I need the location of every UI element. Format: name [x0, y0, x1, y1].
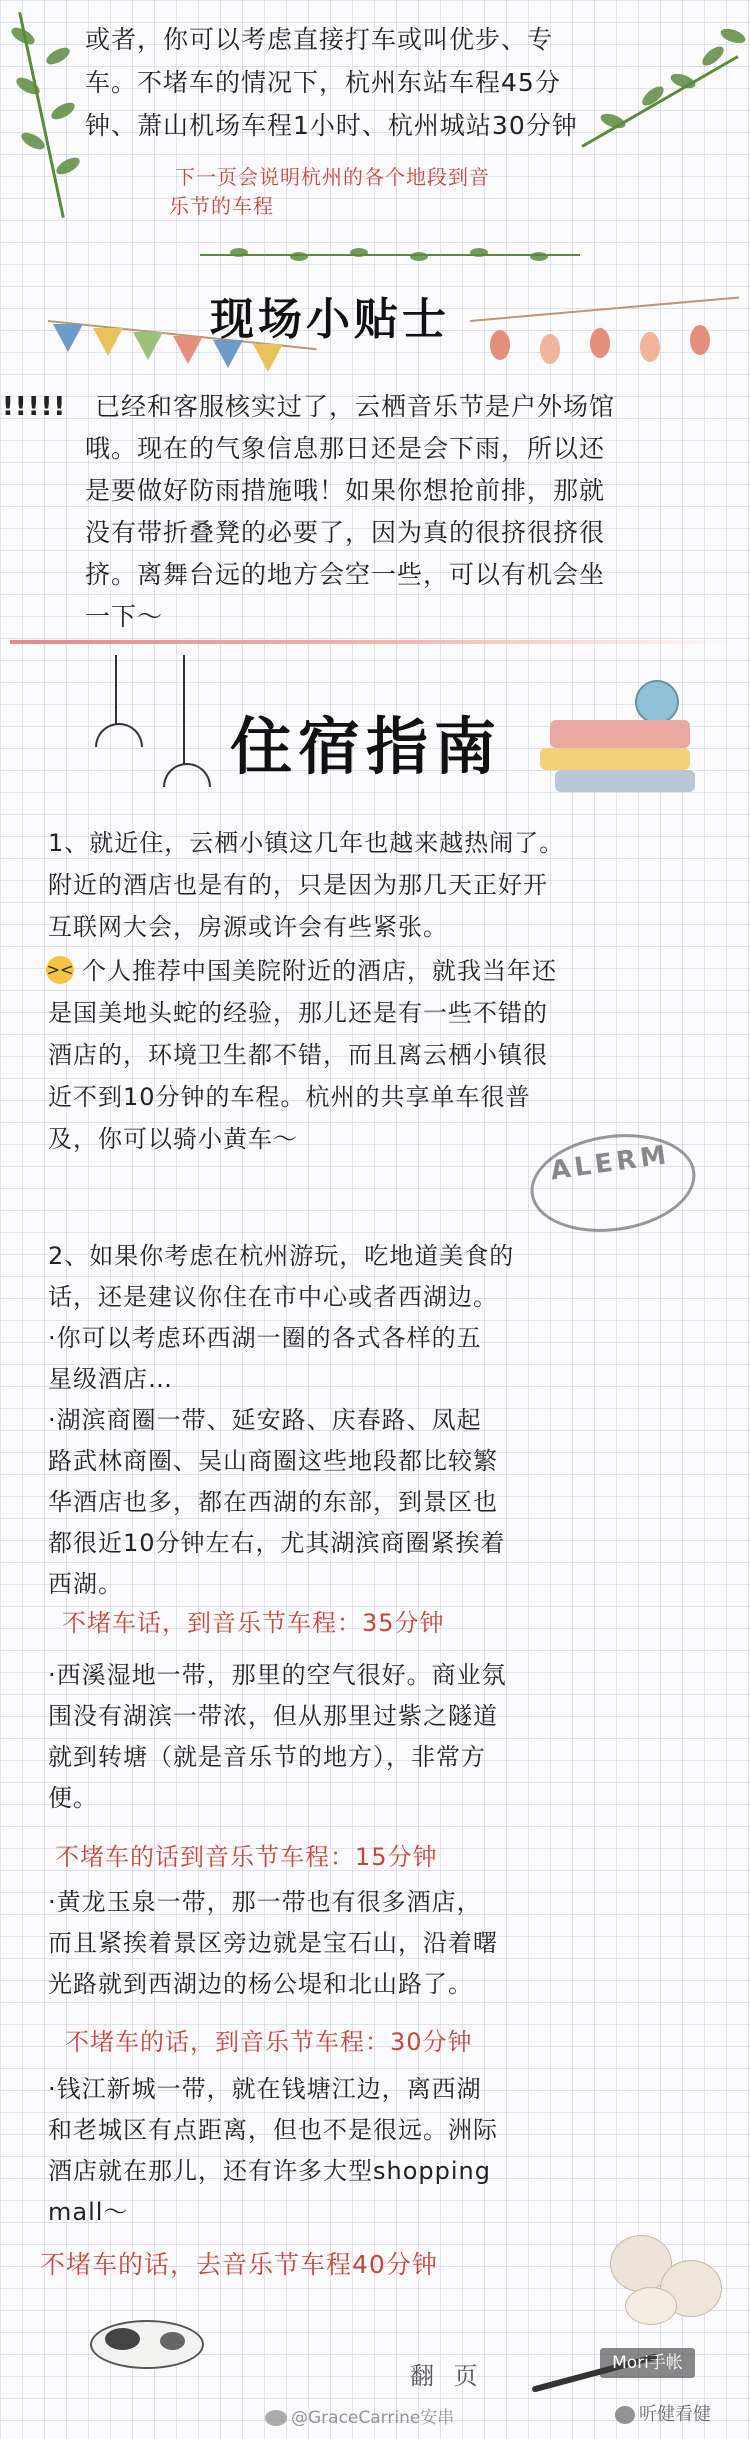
lodging-p1-line: 1、就近住，云栖小镇这几年也越来越热闹了。: [48, 829, 565, 857]
lodging-p2-line: 2、如果你考虑在杭州游玩，吃地道美食的: [48, 1242, 515, 1270]
tips-line: 挤。离舞台远的地方会空一些，可以有机会坐: [85, 560, 606, 589]
lodging-p1b-line: 及，你可以骑小黄车～: [48, 1125, 298, 1153]
exclaim-marker: !!!!!: [2, 392, 67, 422]
lodging-p5-line: 酒店就在那儿，还有许多大型shopping: [48, 2157, 491, 2185]
tips-line: 一下～: [85, 602, 164, 631]
drive-time-note-3: 不堵车的话，到音乐节车程：30分钟: [65, 2028, 473, 2056]
lodging-p3-line: 便。: [48, 1784, 98, 1812]
next-page-note: [169, 163, 490, 221]
lodging-p1b-line: 酒店的，环境卫生都不错，而且离云栖小镇很: [48, 1041, 548, 1069]
lodging-p1-line: 互联网大会，房源或许会有些紧张。: [48, 913, 448, 941]
lodging-p5-line: 和老城区有点距离，但也不是很远。洲际: [48, 2116, 498, 2144]
intro-line: 钟、萧山机场车程1小时、杭州城站30分钟: [85, 111, 578, 140]
page-turn-label[interactable]: 翻 页: [410, 2362, 484, 2390]
lodging-p5-line: mall～: [48, 2198, 129, 2226]
drive-time-note-4: 不堵车的话，去音乐节车程40分钟: [40, 2250, 438, 2279]
intro-text: [85, 18, 685, 147]
lodging-title: 住宿指南: [230, 710, 503, 783]
wechat-watermark: [615, 2400, 711, 2426]
lodging-p2-line: 西湖。: [48, 1570, 123, 1598]
lodging-p2-line: 华酒店也多，都在西湖的东部，到景区也: [48, 1488, 498, 1516]
lodging-p4-line: 光路就到西湖边的杨公堤和北山路了。: [48, 1970, 473, 1998]
wechat-name: 听健看健: [639, 2404, 711, 2425]
suitcases-globe-illustration: [540, 680, 710, 790]
intro-line: 车。不堵车的情况下，杭州东站车程45分: [85, 68, 561, 97]
tips-line: 是要做好防雨措施哦！如果你想抢前排，那就: [85, 476, 606, 505]
lodging-p1b: [48, 950, 708, 1160]
lodging-p1b-line: 是国美地头蛇的经验，那儿还是有一些不错的: [48, 999, 548, 1027]
lodging-p3: [48, 1655, 708, 1819]
lodging-p3-line: 就到转塘（就是音乐节的地方），非常方: [48, 1743, 486, 1771]
weibo-watermark: [265, 2403, 454, 2428]
lodging-p4: [48, 1882, 708, 2005]
pink-divider-line: [10, 640, 740, 644]
leaf-branch-left-decoration: [0, 0, 90, 230]
leaf-vine-divider: [200, 248, 580, 262]
weibo-handle: @GraceCarrine安串: [291, 2408, 455, 2428]
emoji-face-icon: ><: [46, 956, 74, 984]
lodging-p3-line: ·西溪湿地一带，那里的空气很好。商业氛: [48, 1661, 507, 1689]
lodging-p2-line: 都很近10分钟左右，尤其湖滨商圈紧挨着: [48, 1529, 506, 1557]
intro-line: 或者，你可以考虑直接打车或叫优步、专: [85, 25, 554, 54]
cat-illustration-right: [590, 2215, 730, 2325]
next-note-line: 下一页会说明杭州的各个地段到音: [175, 165, 490, 189]
lodging-p2-line: 话，还是建议你住在市中心或者西湖边。: [48, 1283, 498, 1311]
tips-text: [85, 386, 695, 638]
lodging-p4-line: 而且紧挨着景区旁边就是宝石山，沿着曙: [48, 1929, 498, 1957]
lodging-p3-line: 围没有湖滨一带浓，但从那里过紫之隧道: [48, 1702, 498, 1730]
lodging-p1-line: 附近的酒店也是有的，只是因为那几天正好开: [48, 871, 548, 899]
tips-title: 现场小贴士: [210, 294, 450, 345]
lodging-p2: [48, 1236, 708, 1605]
lodging-p2-line: 路武林商圈、吴山商圈这些地段都比较繁: [48, 1447, 498, 1475]
tips-line: 没有带折叠凳的必要了，因为真的很挤很挤很: [85, 518, 606, 547]
lodging-p1: [48, 822, 708, 948]
lodging-p5-line: ·钱江新城一带，就在钱塘江边，离西湖: [48, 2075, 482, 2103]
pendant-lamp-icon: [75, 655, 215, 795]
lodging-p1b-line: 个人推荐中国美院附近的酒店，就我当年还: [82, 957, 557, 985]
lodging-p2-line: ·湖滨商圈一带、延安路、庆春路、凤起: [48, 1406, 482, 1434]
postmark-text: ALERM: [548, 1139, 672, 1187]
tips-line: 哦。现在的气象信息那日还是会下雨，所以还: [85, 434, 606, 463]
drive-time-note-2: 不堵车的话到音乐节车程：15分钟: [55, 1843, 438, 1871]
weibo-icon: [265, 2410, 287, 2426]
brand-tag: Mori手帐: [600, 2348, 695, 2378]
cat-illustration-left: [90, 2310, 210, 2370]
wechat-icon: [615, 2406, 635, 2424]
tips-line: 已经和客服核实过了，云栖音乐节是户外场馆: [95, 392, 616, 421]
drive-time-note-1: 不堵车话，到音乐节车程：35分钟: [62, 1609, 445, 1637]
lodging-p4-line: ·黄龙玉泉一带，那一带也有很多酒店，: [48, 1888, 482, 1916]
lodging-p2-line: 星级酒店…: [48, 1365, 173, 1393]
lodging-p1b-line: 近不到10分钟的车程。杭州的共享单车很普: [48, 1083, 531, 1111]
lodging-p2-line: ·你可以考虑环西湖一圈的各式各样的五: [48, 1324, 482, 1352]
lodging-p5: [48, 2069, 708, 2233]
next-note-line: 乐节的车程: [169, 194, 274, 218]
